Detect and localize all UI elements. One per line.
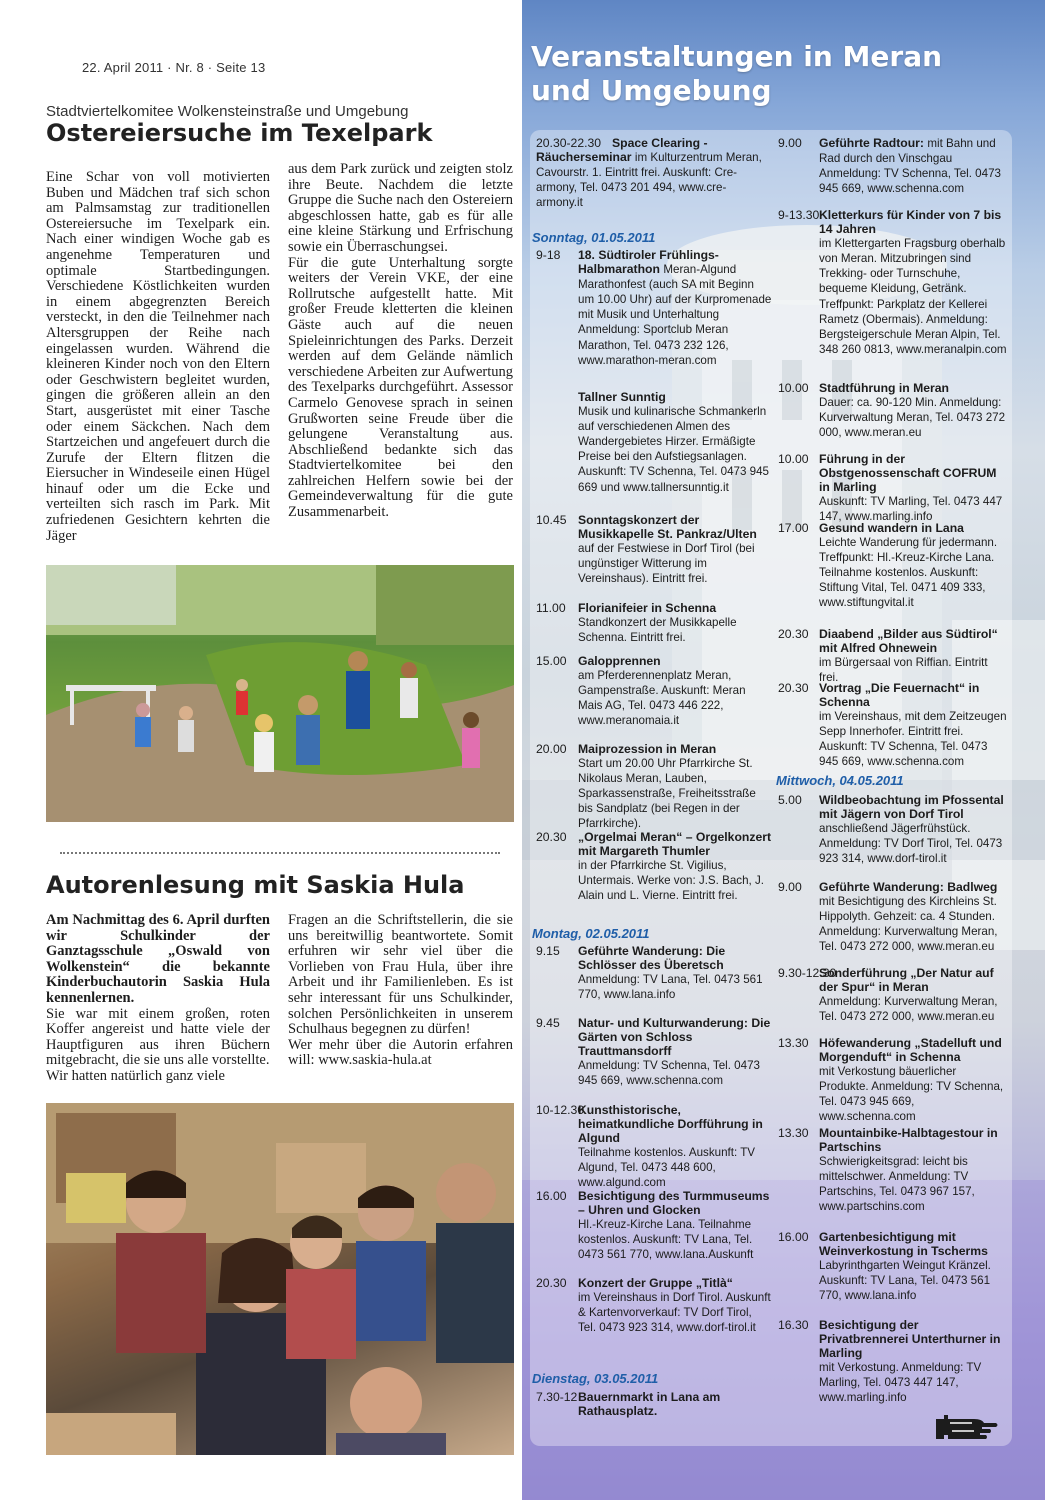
event-description: im Kulturzentrum Meran, Cavourstr. 1. Eintritt frei. Auskunft: Cre-armony, Tel. 0473 201 494, www.cre-armony.it xyxy=(536,151,762,210)
event-description: Musik und kulinarische Schmankerln auf verschiedenen Almen des Wandergebietes Hirzer. Ermäßigte Preise bei den Aufstiegsanlagen. Auskunft: TV Schenna, Tel. 0473 945 669 und www.tallnersunntig.it xyxy=(578,405,770,494)
event-time: 11.00 xyxy=(536,601,566,615)
event-description: mit Verkostung. Anmeldung: TV Marling, Tel. 0473 447 147, www.marling.info xyxy=(819,1361,982,1405)
event-title: Kunsthistorische, heimatkundliche Dorfführung in Algund xyxy=(578,1103,763,1146)
article2-paragraph: Sie war mit einem großen, roten Koffer angereist und hatte viele der Hauptfiguren aus ihren Büchern mitgebracht, die sie uns alle vorstellte. xyxy=(46,1005,270,1069)
article2-title: Autorenlesung mit Saskia Hula xyxy=(46,871,465,899)
event-description: auf der Festwiese in Dorf Tirol (bei ungünstiger Witterung im Vereinshaus). Eintritt frei. xyxy=(578,542,755,586)
event-time: 20.00 xyxy=(536,742,567,756)
event-time: 20.30 xyxy=(536,1276,567,1290)
event-description: mit Bahn und Rad durch den Vinschgau Anmeldung: TV Schenna, Tel. 0473 945 669, www.schenna.com xyxy=(819,137,1001,196)
left-page-column xyxy=(0,0,522,1500)
event-time: 9.30-12.30 xyxy=(778,966,837,980)
article2-paragraph: Wir hatten natürlich ganz viele xyxy=(46,1067,225,1084)
day-header-monday: Montag, 02.05.2011 xyxy=(532,926,650,941)
event-title: Sonderführung „Der Natur auf der Spur“ in Meran xyxy=(819,966,994,995)
event-description: in der Pfarrkirche St. Vigilius, Untermais. Werke von: J.S. Bach, J. Alain und L. Vierne. Eintritt frei. xyxy=(578,859,764,903)
event-time: 20.30-22.30 xyxy=(536,136,602,150)
event-title: Florianifeier in Schenna xyxy=(578,601,717,615)
event-time: 5.00 xyxy=(778,793,802,807)
page-meta: 22. April 2011 · Nr. 8 · Seite 13 xyxy=(82,60,266,75)
event-title: Kletterkurs für Kinder von 7 bis 14 Jahren xyxy=(819,208,1002,237)
article1-paragraph: Eine Schar von voll motivierten Buben und Mädchen traf sich schon am Palmsamstag zur traditionellen Ostereiersuche im Texelpark ein. Nach einer windigen Woche gab es angenehme Temperaturen und optimale Startbedingungen. Verschiedene Köstlichkeiten wurden in einem abgegrenzten Bereich versteckt, in den die Teilnehmer nach Altersgruppen der Reihe nach eingelassen wurden. Während die kleineren Kinder noch von den Eltern oder Geschwistern begleitet wurden, gingen die größeren allein an den Start, ausgerüstet mit einer Tasche oder einem Säckchen. Nach dem Startzeichen und angefeuert durch die Zurufe der Eltern flitzen die Eiersucher in Windeseile einen Hügel hinauf oder um die Ecke und verteilten sich rasch im Park. Mit zufriedenen Gesichtern kehrten die Jäger xyxy=(46,169,270,544)
event-time: 7.30-12 xyxy=(536,1390,578,1404)
event-description: Start um 20.00 Uhr Pfarrkirche St. Nikolaus Meran, Lauben, Sparkassenstraße, Freiheitsstraße bis Sandplatz (bei Regen in der Pfarrkirche). xyxy=(578,757,756,831)
day-header-wednesday: Mittwoch, 04.05.2011 xyxy=(776,773,904,788)
author-reading-photo xyxy=(46,1103,514,1455)
event-title: Gartenbesichtigung mit Weinverkostung in Tscherms xyxy=(819,1230,988,1259)
event-description: im Vereinshaus in Dorf Tirol. Auskunft & Kartenvorverkauf: TV Dorf Tirol, Tel. 0473 923 314, www.dorf-tirol.it xyxy=(578,1291,771,1335)
event-time: 9-13.30 xyxy=(778,208,820,222)
event-title: Konzert der Gruppe „Titlà“ xyxy=(578,1276,733,1290)
event-time: 9.15 xyxy=(536,944,560,958)
event-description: Dauer: ca. 90-120 Min. Anmeldung: Kurverwaltung Meran, Tel. 0473 272 000, www.meran.eu xyxy=(819,396,1006,440)
article2-column-1 xyxy=(46,913,270,1085)
events-title-line: und Umgebung xyxy=(531,74,772,107)
event-title: Führung in der Obstgenossenschaft COFRUM in Marling xyxy=(819,452,997,495)
event-description: anschließend Jägerfrühstück. Anmeldung: TV Dorf Tirol, Tel. 0473 923 314, www.dorf-tirol.it xyxy=(819,822,1003,866)
event-time: 10.00 xyxy=(778,452,809,466)
article1-paragraph: aus dem Park zurück und zeigten stolz ihre Beute. Nachdem die letzte Gruppe die Suche nach den Ostereiern abgeschlossen hatte, gab es für alle eine kleine Stärkung und Erfrischung sowie ein Überraschungsei. xyxy=(288,161,513,255)
event-title: Vortrag „Die Feuernacht“ in Schenna xyxy=(819,681,980,710)
day-header-sunday: Sonntag, 01.05.2011 xyxy=(532,230,656,245)
events-title-line: Veranstaltungen in Meran xyxy=(531,40,943,73)
event-title: 18. Südtiroler Frühlings-Halbmarathon xyxy=(578,248,719,277)
event-time: 20.30 xyxy=(536,830,567,844)
article1-column-2 xyxy=(288,162,513,521)
event-title: Besichtigung der Privatbrennerei Unterthurner in Marling xyxy=(819,1318,1001,1361)
event-description: Anmeldung: Kurverwaltung Meran, Tel. 0473 272 000, www.meran.eu xyxy=(819,995,998,1024)
event-title: Geführte Radtour: xyxy=(819,136,924,150)
article2-column-2 xyxy=(288,913,513,1069)
event-description: Auskunft: TV Marling, Tel. 0473 447 147, www.marling.info xyxy=(819,495,1003,524)
event-time: 20.30 xyxy=(778,627,809,641)
article1-paragraph: Für die gute Unterhaltung sorgte weiters der Verein VKE, der eine Rollrutsche aufgestellt hatte. Mit großer Freude kletterten die kleinen Gäste auch auf die neuen Spieleinrichtungen des Parks. Derzeit werden auf dem Gelände nämlich verschiedene Arbeiten zur Aufwertung des Texelparks durchgeführt. Assessor Carmelo Genovese sprach in seinen Grußworten seine Freude über die gelungene Veranstaltung aus. Abschließend bedankte sich das Stadtviertelkomitee bei den zahlreichen Helfern sowie bei der Gemeindeverwaltung für die gute Zusammenarbeit. xyxy=(288,254,513,521)
article2-lead: Am Nachmittag des 6. April durften wir Schulkinder der Ganztagsschule „Oswald von Wolkenstein“ die bekannte Kinderbuchautorin Saskia Hula kennenlernen. xyxy=(46,912,270,1006)
event-time: 10.00 xyxy=(778,381,809,395)
section-divider xyxy=(60,852,500,854)
event-description: Schwierigkeitsgrad: leicht bis mittelschwer. Anmeldung: TV Partschins, Tel. 0473 967 157, www.partschins.com xyxy=(819,1155,975,1214)
event-description: Standkonzert der Musikkapelle Schenna. Eintritt frei. xyxy=(578,616,737,645)
event-time: 13.30 xyxy=(778,1126,809,1140)
event-time: 17.00 xyxy=(778,521,809,535)
event-description: im Vereinshaus, mit dem Zeitzeugen Sepp Innerhofer. Eintritt frei. Auskunft: TV Schenna, Tel. 0473 945 669, www.schenna.com xyxy=(819,710,1007,769)
event-title: Besichtigung des Turmmuseums – Uhren und Glocken xyxy=(578,1189,770,1218)
event-time: 10.45 xyxy=(536,513,567,527)
event-title: Tallner Sunntig xyxy=(578,390,666,404)
event-title: Galopprennen xyxy=(578,654,661,668)
article1-title: Ostereiersuche im Texelpark xyxy=(46,119,433,147)
day-header-tuesday: Dienstag, 03.05.2011 xyxy=(532,1371,659,1386)
event-title: Bauernmarkt in Lana am Rathausplatz. xyxy=(578,1390,721,1419)
event-time: 16.00 xyxy=(536,1189,567,1203)
article2-paragraph: Fragen an die Schriftstellerin, die sie uns bereitwillig beantwortete. Somit erfuhren wir sehr viel über die Vorlieben von Frau Hula, über ihre Arbeit und ihr Familienleben. Es ist sehr interessant für uns Schulkinder, solchen Persönlichkeiten in unserem Schulhaus begegnen zu dürfen! xyxy=(288,912,513,1038)
event-description: am Pferderennenplatz Meran, Gampenstraße. Auskunft: Meran Mais AG, Tel. 0473 446 222, www.meranomaia.it xyxy=(578,669,746,728)
event-title: Gesund wandern in Lana xyxy=(819,521,964,535)
easter-egg-hunt-photo xyxy=(46,565,514,822)
event-description: Anmeldung: TV Schenna, Tel. 0473 945 669, www.schenna.com xyxy=(578,1059,760,1088)
event-description: im Klettergarten Fragsburg oberhalb von Meran. Mitzubringen sind Trekking- oder Turnschuhe, bequeme Kleidung, Getränk. Treffpunkt: Parkplatz der Kellerei Rametz (Obermais). Anmeldung: Bergsteigerschule Meran Alpin, Tel. 348 260 0813, www.meranalpin.com xyxy=(819,237,1007,356)
event-time: 9.00 xyxy=(778,880,802,894)
event-description: Labyrinthgarten Weingut Kränzel. Auskunft: TV Lana, Tel. 0473 561 770, www.lana.info xyxy=(819,1259,991,1303)
event-description: Anmeldung: TV Lana, Tel. 0473 561 770, www.lana.info xyxy=(578,973,763,1002)
event-time: 20.30 xyxy=(778,681,809,695)
event-time: 13.30 xyxy=(778,1036,809,1050)
article2-paragraph: Wer mehr über die Autorin erfahren will: www.saskia-hula.at xyxy=(288,1036,513,1069)
event-title: „Orgelmai Meran“ – Orgelkonzert mit Margareth Thumler xyxy=(578,830,772,859)
event-description: Leichte Wanderung für jedermann. Treffpunkt: Hl.-Kreuz-Kirche Lana. Teilnahme kostenlos. Auskunft: Stiftung Vital, Tel. 0471 409 333, www.stiftungvital.it xyxy=(819,536,998,610)
event-title: Sonntagskonzert der Musikkapelle St. Pankraz/Ulten xyxy=(578,513,757,542)
event-description: mit Besichtigung des Kirchleins St. Hippolyth. Gehzeit: ca. 4 Stunden. Anmeldung: Kurverwaltung Meran, Tel. 0473 272 000, www.meran.eu xyxy=(819,895,998,954)
events-title xyxy=(531,40,942,108)
event-time: 16.30 xyxy=(778,1318,809,1332)
event-time: 9.45 xyxy=(536,1016,560,1030)
event-description: Hl.-Kreuz-Kirche Lana. Teilnahme kostenlos. Auskunft: TV Lana, Tel. 0473 561 770, www.lana.Auskunft xyxy=(578,1218,754,1262)
event-title: Maiprozession in Meran xyxy=(578,742,717,756)
event-description: Teilnahme kostenlos. Auskunft: TV Algund, Tel. 0473 448 600, www.algund.com xyxy=(578,1146,756,1190)
event-title: Stadtführung in Meran xyxy=(819,381,949,395)
event-time: 15.00 xyxy=(536,654,567,668)
event-title: Space Clearing - Räucherseminar xyxy=(536,136,708,165)
event-title: Wildbeobachtung im Pfossental mit Jägern von Dorf Tirol xyxy=(819,793,1004,822)
article1-kicker: Stadtviertelkomitee Wolkensteinstraße und Umgebung xyxy=(46,103,409,120)
event-description: Meran-Algund Marathonfest (auch SA mit Beginn um 10.00 Uhr) auf der Kurpromenade mit Musik und Unterhaltung Anmeldung: Sportclub Meran Marathon, Tel. 0473 232 126, www.marathon-meran.com xyxy=(578,263,772,367)
event-description: im Bürgersaal von Riffian. Eintritt frei. xyxy=(819,656,988,685)
event-title: Geführte Wanderung: Die Schlösser des Überetsch xyxy=(578,944,726,973)
event-time: 10-12.30 xyxy=(536,1103,585,1117)
article1-column-1 xyxy=(46,170,270,544)
pointing-hand-icon xyxy=(934,1413,1000,1441)
event-description: mit Verkostung bäuerlicher Produkte. Anmeldung: TV Schenna, Tel. 0473 945 669, www.schenna.com xyxy=(819,1065,1004,1124)
event-item xyxy=(536,136,772,222)
event-title: Geführte Wanderung: Badlweg xyxy=(819,880,998,894)
event-title: Mountainbike-Halbtagestour in Partschins xyxy=(819,1126,998,1155)
event-title: Höfewanderung „Stadelluft und Morgenduft“ in Schenna xyxy=(819,1036,1002,1065)
event-title: Diaabend „Bilder aus Südtirol“ mit Alfred Ohnewein xyxy=(819,627,998,656)
event-title: Natur- und Kulturwanderung: Die Gärten von Schloss Trauttmansdorff xyxy=(578,1016,771,1059)
event-time: 9-18 xyxy=(536,248,561,262)
event-time: 16.00 xyxy=(778,1230,809,1244)
event-time: 9.00 xyxy=(778,136,802,150)
